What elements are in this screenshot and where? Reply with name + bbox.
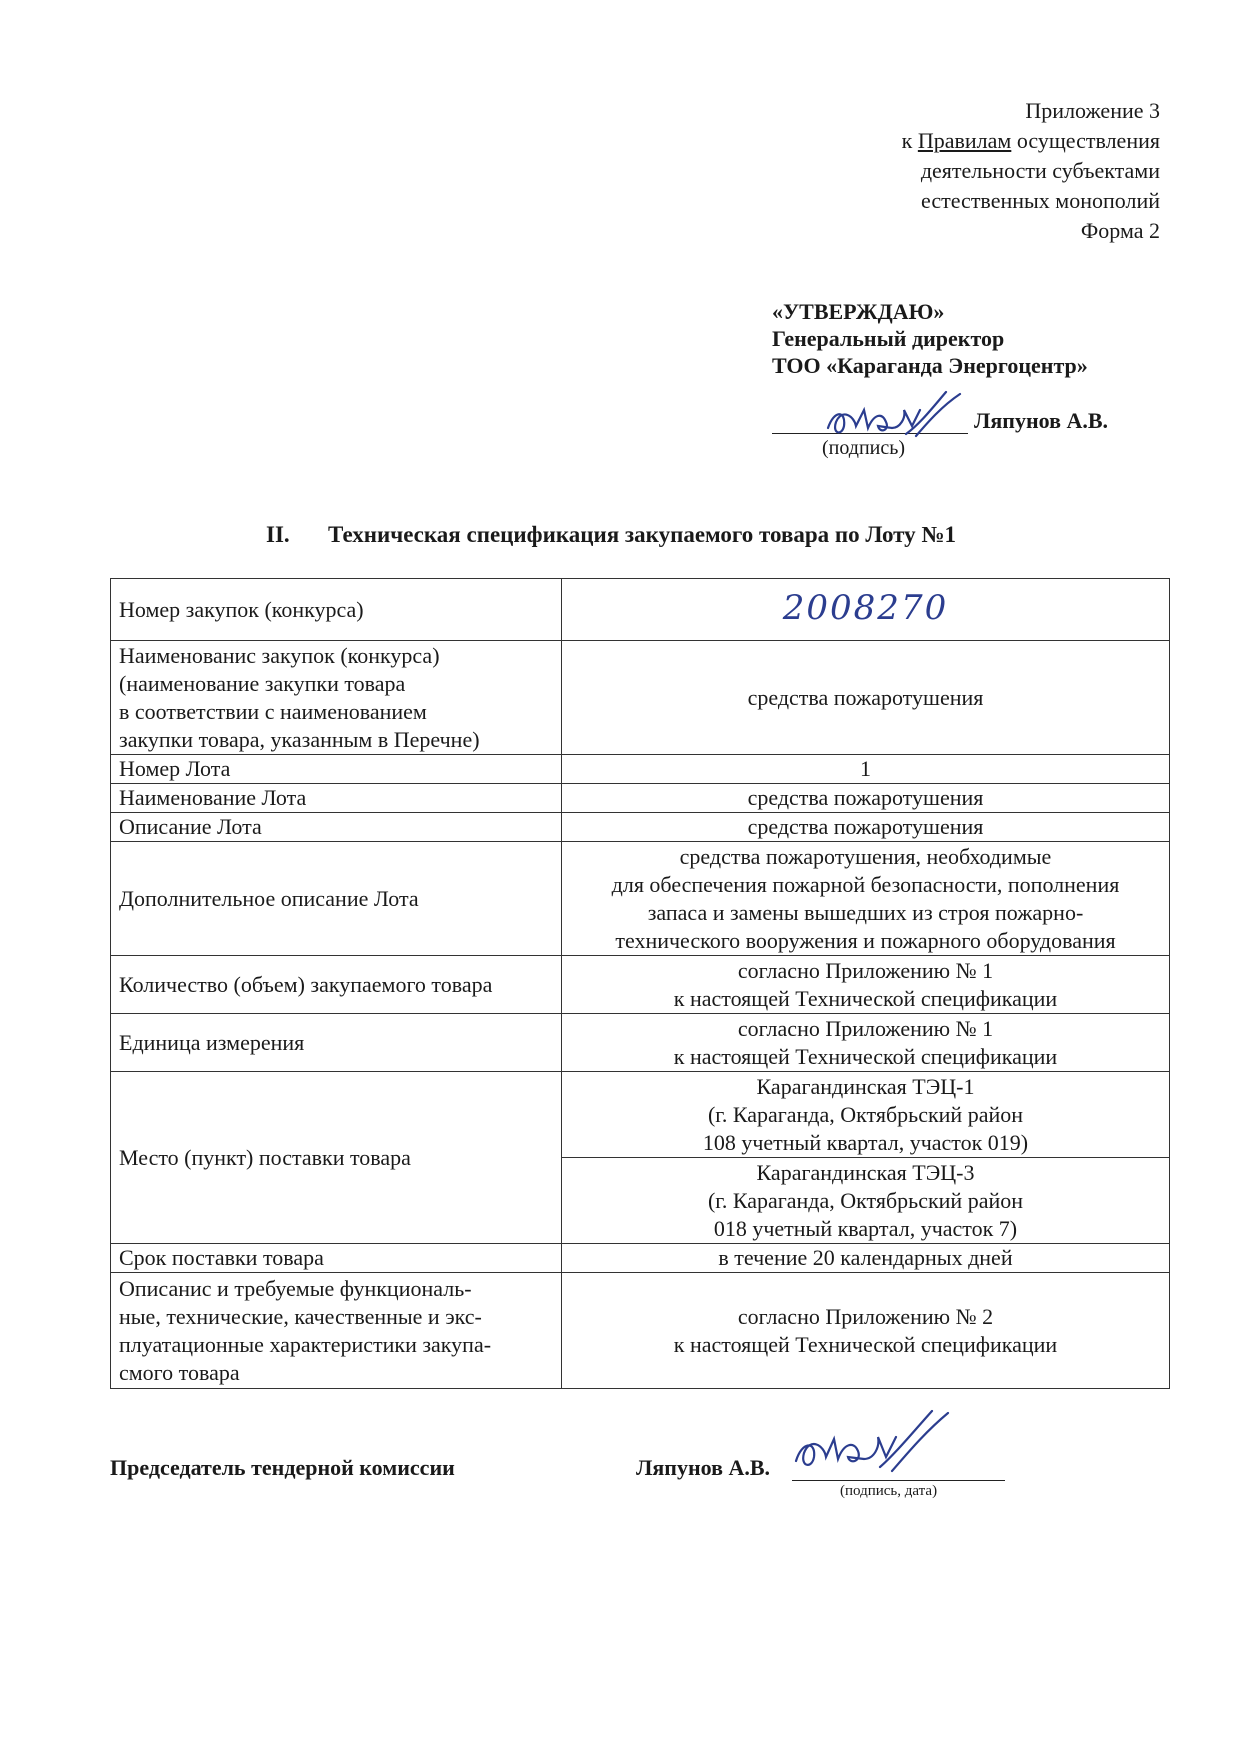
delivery-place-label: Место (пункт) поставки товара bbox=[111, 1072, 562, 1244]
signature-caption: (подпись) bbox=[822, 437, 906, 459]
delivery-place-tec1: Карагандинская ТЭЦ-1 (г. Караганда, Октябрьский район 108 учетный квартал, участок 019) bbox=[562, 1072, 1170, 1158]
delivery-place-tec3: Карагандинская ТЭЦ-3 (г. Караганда, Октябрьский район 018 учетный квартал, участок 7) bbox=[562, 1158, 1170, 1244]
rules-link[interactable]: Правилам bbox=[917, 128, 1012, 153]
appendix-header bbox=[902, 96, 1160, 246]
table-row bbox=[111, 784, 1170, 813]
characteristics-label: Описанис и требуемые функциональ- ные, технические, качественные и экс- плуатационные характеристики закупа- смого товара bbox=[111, 1273, 562, 1389]
table-row bbox=[111, 1273, 1170, 1389]
unit-value: согласно Приложению № 1 к настоящей Технической спецификации bbox=[562, 1014, 1170, 1072]
table-row bbox=[111, 842, 1170, 956]
characteristics-value: согласно Приложению № 2 к настоящей Технической спецификации bbox=[562, 1273, 1170, 1389]
lot-number-value: 1 bbox=[562, 755, 1170, 784]
procurement-name-label: Наименованис закупок (конкурса) (наименование закупки товара в соответствии с наименованием закупки товара, указанным в Перечне) bbox=[111, 641, 562, 755]
approval-block bbox=[772, 298, 1088, 379]
handwritten-procurement-number: 2008270 bbox=[782, 587, 949, 628]
section-title bbox=[266, 522, 956, 548]
lot-description-value: средства пожаротушения bbox=[562, 813, 1170, 842]
delivery-term-value: в течение 20 календарных дней bbox=[562, 1244, 1170, 1273]
table-row bbox=[111, 1014, 1170, 1072]
appendix-line-4: естественных монополий bbox=[921, 188, 1160, 213]
lot-description-label: Описание Лота bbox=[111, 813, 562, 842]
section-number: II. bbox=[266, 522, 290, 547]
chairman-signature bbox=[788, 1405, 958, 1485]
approver-company: ТОО «Караганда Энергоцентр» bbox=[772, 353, 1088, 378]
appendix-number: Приложение 3 bbox=[1025, 98, 1160, 123]
extra-description-value: средства пожаротушения, необходимые для обеспечения пожарной безопасности, пополнения запаса и замены вышедших из строя пожарно- технического вооружения и пожарного оборудования bbox=[562, 842, 1170, 956]
procurement-name-value: средства пожаротушения bbox=[562, 641, 1170, 755]
extra-description-label: Дополнительное описание Лота bbox=[111, 842, 562, 956]
specification-table bbox=[110, 578, 1170, 1389]
table-row bbox=[111, 641, 1170, 755]
approver-position: Генеральный директор bbox=[772, 326, 1005, 351]
table-row bbox=[111, 579, 1170, 641]
table-row bbox=[111, 956, 1170, 1014]
unit-label: Единица измерения bbox=[111, 1014, 562, 1072]
approver-name: Ляпунов А.В. bbox=[974, 408, 1109, 433]
table-row bbox=[111, 1244, 1170, 1273]
approval-title: «УТВЕРЖДАЮ» bbox=[772, 299, 945, 324]
lot-number-label: Номер Лота bbox=[111, 755, 562, 784]
chairman-label: Председатель тендерной комиссии bbox=[110, 1455, 455, 1480]
form-number: Форма 2 bbox=[1080, 218, 1160, 243]
procurement-number-value bbox=[562, 579, 1170, 641]
table-row bbox=[111, 755, 1170, 784]
table-row bbox=[111, 813, 1170, 842]
procurement-number-label: Номер закупок (конкурса) bbox=[111, 579, 562, 641]
quantity-label: Количество (объем) закупаемого товара bbox=[111, 956, 562, 1014]
appendix-rules-line: к Правилам осуществления bbox=[901, 128, 1160, 153]
table-row bbox=[111, 1072, 1170, 1158]
lot-name-label: Наименование Лота bbox=[111, 784, 562, 813]
section-heading: Техническая спецификация закупаемого товара по Лоту №1 bbox=[328, 522, 957, 547]
quantity-value: согласно Приложению № 1 к настоящей Технической спецификации bbox=[562, 956, 1170, 1014]
lot-name-value: средства пожаротушения bbox=[562, 784, 1170, 813]
delivery-term-label: Срок поставки товара bbox=[111, 1244, 562, 1273]
appendix-line-3: деятельности субъектами bbox=[920, 158, 1160, 183]
chairman-signature-caption: (подпись, дата) bbox=[840, 1483, 938, 1499]
chairman-name: Ляпунов А.В. bbox=[636, 1455, 771, 1480]
